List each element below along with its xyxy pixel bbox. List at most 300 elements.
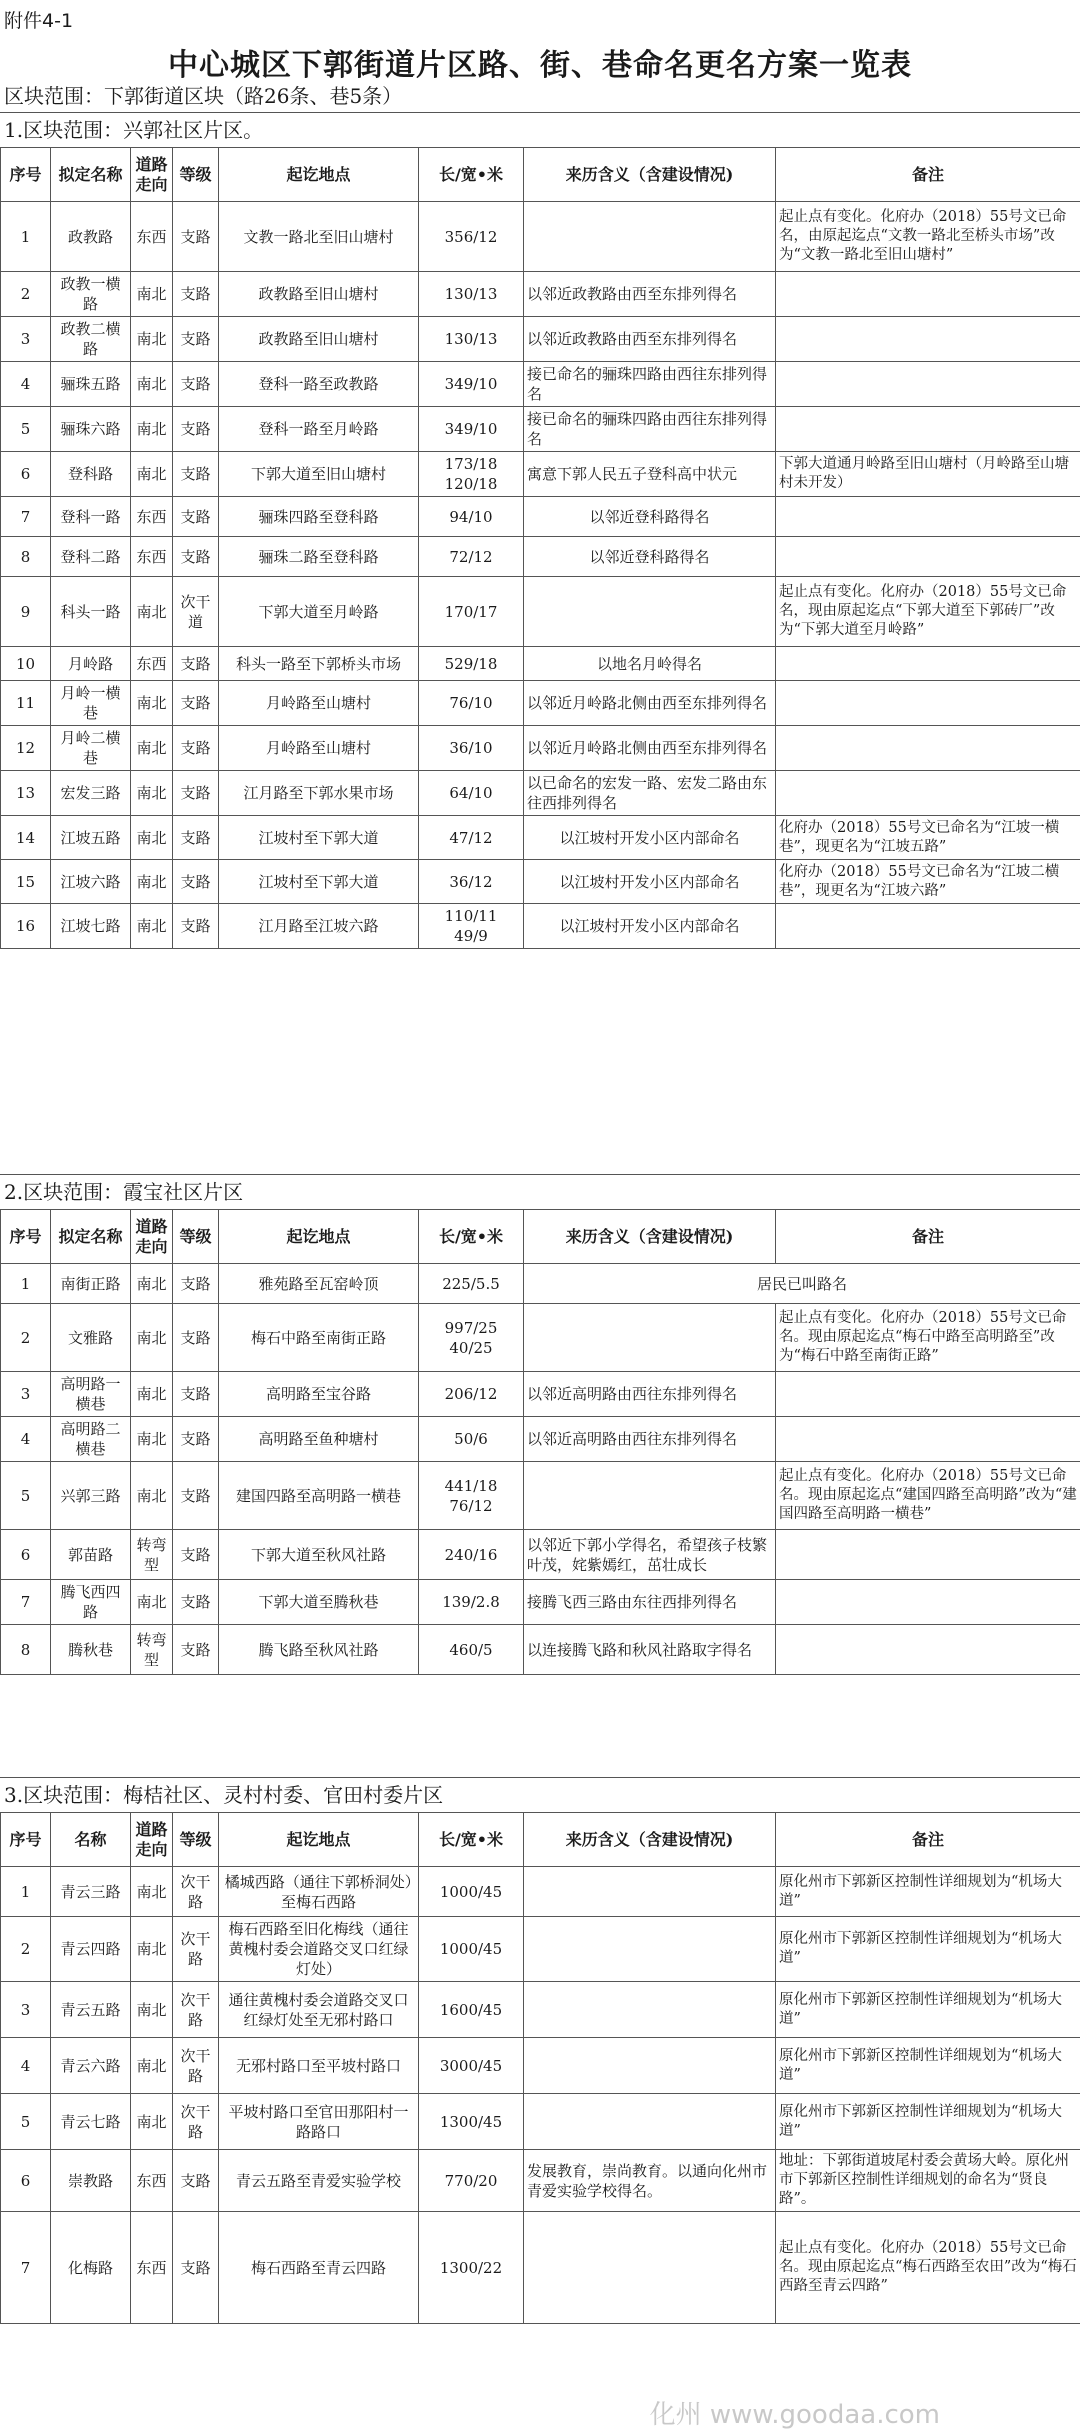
cell-length-width: 130/13 xyxy=(419,272,524,317)
cell-seq: 6 xyxy=(1,452,51,497)
section-title: 2.区块范围：霞宝社区片区 xyxy=(0,1174,1080,1209)
cell-origin xyxy=(524,1462,776,1530)
cell-direction: 南北 xyxy=(131,860,173,904)
cell-endpoints: 通往黄槐村委会道路交叉口红绿灯处至无邪村路口 xyxy=(219,1982,419,2038)
header-direction: 道路走向 xyxy=(131,148,173,202)
cell-length-width: 1600/45 xyxy=(419,1982,524,2038)
cell-seq: 3 xyxy=(1,1982,51,2038)
header-origin: 来历含义（含建设情况) xyxy=(524,148,776,202)
table-row xyxy=(1,577,1080,647)
cell-endpoints: 月岭路至山塘村 xyxy=(219,726,419,771)
cell-origin: 以已命名的宏发一路、宏发二路由东往西排列得名 xyxy=(524,771,776,816)
table-row xyxy=(1,1580,1080,1625)
cell-seq: 5 xyxy=(1,2094,51,2150)
cell-note xyxy=(776,681,1080,726)
table-row xyxy=(1,1372,1080,1417)
cell-length-width: 64/10 xyxy=(419,771,524,816)
cell-grade: 支路 xyxy=(173,317,219,362)
header-origin: 来历含义（含建设情况) xyxy=(524,1210,776,1264)
cell-seq: 10 xyxy=(1,647,51,681)
cell-note xyxy=(776,272,1080,317)
cell-endpoints: 梅石中路至南街正路 xyxy=(219,1304,419,1372)
header-grade: 等级 xyxy=(173,1813,219,1867)
cell-name: 政教路 xyxy=(51,202,131,272)
cell-length-width: 36/10 xyxy=(419,726,524,771)
cell-direction: 东西 xyxy=(131,2150,173,2212)
table-header-row xyxy=(1,1813,1080,1867)
cell-origin: 以邻近高明路由西往东排列得名 xyxy=(524,1372,776,1417)
cell-name: 青云四路 xyxy=(51,1917,131,1982)
cell-length-width: 356/12 xyxy=(419,202,524,272)
header-seq: 序号 xyxy=(1,148,51,202)
cell-endpoints: 文教一路北至旧山塘村 xyxy=(219,202,419,272)
cell-note: 起止点有变化。化府办（2018）55号文已命名，由原起迄点“文教一路北至桥头市场”改为“文教一路北至旧山塘村” xyxy=(776,202,1080,272)
cell-endpoints: 政教路至旧山塘村 xyxy=(219,317,419,362)
cell-origin: 居民已叫路名 xyxy=(524,1264,1080,1304)
cell-length-width: 1300/22 xyxy=(419,2212,524,2324)
cell-seq: 2 xyxy=(1,1917,51,1982)
cell-grade: 支路 xyxy=(173,904,219,949)
cell-note: 起止点有变化。化府办（2018）55号文已命名。现由原起迄点“梅石西路至农田”改为“梅石西路至青云四路” xyxy=(776,2212,1080,2324)
cell-endpoints: 高明路至宝谷路 xyxy=(219,1372,419,1417)
cell-name: 江坡五路 xyxy=(51,816,131,860)
cell-name: 政教二横路 xyxy=(51,317,131,362)
table-row xyxy=(1,362,1080,407)
table-row xyxy=(1,771,1080,816)
cell-length-width: 1000/45 xyxy=(419,1867,524,1917)
cell-endpoints: 下郭大道至秋风社路 xyxy=(219,1530,419,1580)
header-endpoints: 起讫地点 xyxy=(219,1813,419,1867)
cell-grade: 支路 xyxy=(173,362,219,407)
cell-grade: 支路 xyxy=(173,771,219,816)
cell-direction: 南北 xyxy=(131,1304,173,1372)
cell-seq: 3 xyxy=(1,317,51,362)
cell-origin: 接已命名的骊珠四路由西往东排列得名 xyxy=(524,407,776,452)
cell-grade: 次干路 xyxy=(173,1982,219,2038)
cell-note: 起止点有变化。化府办（2018）55号文已命名。现由原起迄点“梅石中路至高明路至”改为“梅石中路至南街正路” xyxy=(776,1304,1080,1372)
header-name: 拟定名称 xyxy=(51,1210,131,1264)
cell-seq: 4 xyxy=(1,362,51,407)
cell-name: 江坡七路 xyxy=(51,904,131,949)
cell-direction: 南北 xyxy=(131,2038,173,2094)
table-row xyxy=(1,2212,1080,2324)
cell-length-width: 139/2.8 xyxy=(419,1580,524,1625)
cell-note: 原化州市下郭新区控制性详细规划为“机场大道” xyxy=(776,2038,1080,2094)
cell-grade: 支路 xyxy=(173,537,219,577)
cell-length-width: 529/18 xyxy=(419,647,524,681)
table-row xyxy=(1,681,1080,726)
cell-length-width: 72/12 xyxy=(419,537,524,577)
cell-note xyxy=(776,904,1080,949)
table-row xyxy=(1,272,1080,317)
cell-endpoints: 月岭路至山塘村 xyxy=(219,681,419,726)
cell-seq: 4 xyxy=(1,1417,51,1462)
cell-grade: 支路 xyxy=(173,202,219,272)
cell-name: 崇教路 xyxy=(51,2150,131,2212)
table-row xyxy=(1,2094,1080,2150)
cell-grade: 支路 xyxy=(173,452,219,497)
cell-endpoints: 登科一路至政教路 xyxy=(219,362,419,407)
header-direction: 道路走向 xyxy=(131,1813,173,1867)
section-title: 3.区块范围：梅桔社区、灵村村委、官田村委片区 xyxy=(0,1777,1080,1812)
cell-seq: 4 xyxy=(1,2038,51,2094)
cell-note: 原化州市下郭新区控制性详细规划为“机场大道” xyxy=(776,1917,1080,1982)
cell-length-width: 997/25 40/25 xyxy=(419,1304,524,1372)
cell-direction: 南北 xyxy=(131,816,173,860)
cell-seq: 14 xyxy=(1,816,51,860)
cell-endpoints: 下郭大道至月岭路 xyxy=(219,577,419,647)
cell-origin xyxy=(524,577,776,647)
cell-length-width: 349/10 xyxy=(419,362,524,407)
cell-name: 青云六路 xyxy=(51,2038,131,2094)
cell-name: 青云五路 xyxy=(51,1982,131,2038)
cell-name: 政教一横路 xyxy=(51,272,131,317)
cell-grade: 支路 xyxy=(173,1304,219,1372)
cell-direction: 东西 xyxy=(131,497,173,537)
header-name: 名称 xyxy=(51,1813,131,1867)
cell-seq: 2 xyxy=(1,1304,51,1372)
table-row xyxy=(1,452,1080,497)
cell-endpoints: 橘城西路（通往下郭桥洞处）至梅石西路 xyxy=(219,1867,419,1917)
cell-length-width: 94/10 xyxy=(419,497,524,537)
cell-name: 腾飞西四路 xyxy=(51,1580,131,1625)
cell-name: 腾秋巷 xyxy=(51,1625,131,1675)
table-row xyxy=(1,647,1080,681)
cell-name: 郭苗路 xyxy=(51,1530,131,1580)
cell-origin: 发展教育，崇尚教育。以通向化州市青爱实验学校得名。 xyxy=(524,2150,776,2212)
cell-grade: 支路 xyxy=(173,407,219,452)
cell-seq: 6 xyxy=(1,1530,51,1580)
cell-seq: 8 xyxy=(1,537,51,577)
cell-length-width: 173/18 120/18 xyxy=(419,452,524,497)
cell-origin xyxy=(524,202,776,272)
cell-endpoints: 江坡村至下郭大道 xyxy=(219,860,419,904)
cell-direction: 转弯型 xyxy=(131,1625,173,1675)
cell-origin: 以邻近下郭小学得名，希望孩子枝繁叶茂，姹紫嫣红，茁壮成长 xyxy=(524,1530,776,1580)
naming-table xyxy=(0,147,1080,949)
block-range: 区块范围：下郭街道区块（路26条、巷5条） xyxy=(4,84,403,108)
header-seq: 序号 xyxy=(1,1210,51,1264)
cell-note xyxy=(776,1580,1080,1625)
section-xiabao xyxy=(0,1174,1080,1675)
cell-endpoints: 腾飞路至秋风社路 xyxy=(219,1625,419,1675)
table-row xyxy=(1,1917,1080,1982)
cell-note xyxy=(776,1625,1080,1675)
table-header-row xyxy=(1,148,1080,202)
cell-seq: 13 xyxy=(1,771,51,816)
table-row xyxy=(1,1462,1080,1530)
cell-direction: 南北 xyxy=(131,1372,173,1417)
cell-note: 原化州市下郭新区控制性详细规划为“机场大道” xyxy=(776,2094,1080,2150)
cell-endpoints: 雅苑路至瓦窑岭顶 xyxy=(219,1264,419,1304)
cell-seq: 11 xyxy=(1,681,51,726)
cell-direction: 南北 xyxy=(131,771,173,816)
table-row xyxy=(1,2038,1080,2094)
cell-note: 化府办（2018）55号文已命名为“江坡一横巷”，现更名为“江坡五路” xyxy=(776,816,1080,860)
cell-note xyxy=(776,1417,1080,1462)
table-row xyxy=(1,1982,1080,2038)
table-row xyxy=(1,1530,1080,1580)
cell-endpoints: 平坡村路口至官田那阳村一路路口 xyxy=(219,2094,419,2150)
cell-seq: 5 xyxy=(1,1462,51,1530)
cell-grade: 次干道 xyxy=(173,577,219,647)
cell-grade: 次干路 xyxy=(173,1917,219,1982)
cell-origin xyxy=(524,1304,776,1372)
cell-grade: 支路 xyxy=(173,816,219,860)
cell-grade: 支路 xyxy=(173,1580,219,1625)
cell-direction: 南北 xyxy=(131,1867,173,1917)
cell-direction: 南北 xyxy=(131,272,173,317)
table-row xyxy=(1,1867,1080,1917)
cell-length-width: 206/12 xyxy=(419,1372,524,1417)
header-length-width: 长/宽•米 xyxy=(419,1210,524,1264)
cell-direction: 南北 xyxy=(131,407,173,452)
cell-grade: 支路 xyxy=(173,860,219,904)
cell-origin: 以邻近高明路由西往东排列得名 xyxy=(524,1417,776,1462)
cell-endpoints: 骊珠二路至登科路 xyxy=(219,537,419,577)
cell-note: 地址：下郭街道坡尾村委会黄场大岭。原化州市下郭新区控制性详细规划的命名为“贤良路”。 xyxy=(776,2150,1080,2212)
cell-endpoints: 青云五路至青爱实验学校 xyxy=(219,2150,419,2212)
table-row xyxy=(1,860,1080,904)
cell-name: 文雅路 xyxy=(51,1304,131,1372)
cell-direction: 南北 xyxy=(131,1417,173,1462)
header-note: 备注 xyxy=(776,1813,1080,1867)
cell-direction: 南北 xyxy=(131,1462,173,1530)
cell-grade: 支路 xyxy=(173,681,219,726)
cell-note xyxy=(776,647,1080,681)
cell-length-width: 76/10 xyxy=(419,681,524,726)
cell-name: 南街正路 xyxy=(51,1264,131,1304)
cell-name: 青云七路 xyxy=(51,2094,131,2150)
cell-grade: 次干路 xyxy=(173,2038,219,2094)
cell-endpoints: 骊珠四路至登科路 xyxy=(219,497,419,537)
cell-endpoints: 登科一路至月岭路 xyxy=(219,407,419,452)
cell-note xyxy=(776,1372,1080,1417)
table-row xyxy=(1,1417,1080,1462)
cell-note xyxy=(776,771,1080,816)
cell-length-width: 36/12 xyxy=(419,860,524,904)
cell-name: 江坡六路 xyxy=(51,860,131,904)
cell-name: 月岭路 xyxy=(51,647,131,681)
cell-endpoints: 下郭大道至旧山塘村 xyxy=(219,452,419,497)
header-note: 备注 xyxy=(776,148,1080,202)
cell-length-width: 225/5.5 xyxy=(419,1264,524,1304)
cell-origin: 以连接腾飞路和秋风社路取字得名 xyxy=(524,1625,776,1675)
cell-name: 化梅路 xyxy=(51,2212,131,2324)
cell-seq: 12 xyxy=(1,726,51,771)
section-xingguo xyxy=(0,112,1080,949)
cell-length-width: 441/18 76/12 xyxy=(419,1462,524,1530)
table-row xyxy=(1,904,1080,949)
cell-note: 下郭大道通月岭路至旧山塘村（月岭路至山塘村未开发） xyxy=(776,452,1080,497)
cell-direction: 南北 xyxy=(131,2094,173,2150)
cell-endpoints: 下郭大道至腾秋巷 xyxy=(219,1580,419,1625)
cell-length-width: 1300/45 xyxy=(419,2094,524,2150)
cell-grade: 次干路 xyxy=(173,2094,219,2150)
cell-origin: 以邻近登科路得名 xyxy=(524,497,776,537)
cell-direction: 南北 xyxy=(131,681,173,726)
cell-note: 起止点有变化。化府办（2018）55号文已命名。现由原起迄点“建国四路至高明路”改为“建国四路至高明路一横巷” xyxy=(776,1462,1080,1530)
cell-origin xyxy=(524,1982,776,2038)
cell-origin: 以邻近登科路得名 xyxy=(524,537,776,577)
cell-name: 登科一路 xyxy=(51,497,131,537)
table-row xyxy=(1,202,1080,272)
cell-name: 骊珠五路 xyxy=(51,362,131,407)
cell-origin: 接腾飞西三路由东往西排列得名 xyxy=(524,1580,776,1625)
table-row xyxy=(1,1625,1080,1675)
cell-seq: 8 xyxy=(1,1625,51,1675)
cell-direction: 南北 xyxy=(131,726,173,771)
table-row xyxy=(1,537,1080,577)
cell-seq: 7 xyxy=(1,2212,51,2324)
header-endpoints: 起讫地点 xyxy=(219,148,419,202)
table-row xyxy=(1,407,1080,452)
cell-seq: 16 xyxy=(1,904,51,949)
cell-origin: 以江坡村开发小区内部命名 xyxy=(524,816,776,860)
cell-grade: 支路 xyxy=(173,1530,219,1580)
watermark: 化州 www.goodaa.com xyxy=(649,2400,940,2430)
cell-origin: 以邻近政教路由西至东排列得名 xyxy=(524,272,776,317)
cell-origin: 以江坡村开发小区内部命名 xyxy=(524,904,776,949)
cell-endpoints: 建国四路至高明路一横巷 xyxy=(219,1462,419,1530)
cell-endpoints: 梅石西路至旧化梅线（通往黄槐村委会道路交叉口红绿灯处） xyxy=(219,1917,419,1982)
table-row xyxy=(1,497,1080,537)
cell-note xyxy=(776,317,1080,362)
cell-direction: 东西 xyxy=(131,2212,173,2324)
cell-endpoints: 江月路至江坡六路 xyxy=(219,904,419,949)
cell-origin xyxy=(524,1917,776,1982)
cell-length-width: 130/13 xyxy=(419,317,524,362)
cell-origin: 寓意下郭人民五子登科高中状元 xyxy=(524,452,776,497)
header-endpoints: 起讫地点 xyxy=(219,1210,419,1264)
table-row xyxy=(1,1304,1080,1372)
cell-name: 登科二路 xyxy=(51,537,131,577)
cell-origin xyxy=(524,2038,776,2094)
header-grade: 等级 xyxy=(173,1210,219,1264)
cell-seq: 7 xyxy=(1,1580,51,1625)
cell-grade: 支路 xyxy=(173,1462,219,1530)
cell-grade: 支路 xyxy=(173,1417,219,1462)
page-title: 中心城区下郭街道片区路、街、巷命名更名方案一览表 xyxy=(168,48,912,83)
cell-name: 骊珠六路 xyxy=(51,407,131,452)
header-direction: 道路走向 xyxy=(131,1210,173,1264)
cell-note: 原化州市下郭新区控制性详细规划为“机场大道” xyxy=(776,1867,1080,1917)
cell-note: 原化州市下郭新区控制性详细规划为“机场大道” xyxy=(776,1982,1080,2038)
cell-note: 起止点有变化。化府办（2018）55号文已命名，现由原起迄点“下郭大道至下郭砖厂”改为“下郭大道至月岭路” xyxy=(776,577,1080,647)
header-length-width: 长/宽•米 xyxy=(419,1813,524,1867)
cell-seq: 1 xyxy=(1,202,51,272)
table-row xyxy=(1,726,1080,771)
cell-length-width: 460/5 xyxy=(419,1625,524,1675)
cell-direction: 东西 xyxy=(131,647,173,681)
cell-length-width: 47/12 xyxy=(419,816,524,860)
cell-note xyxy=(776,726,1080,771)
cell-direction: 南北 xyxy=(131,904,173,949)
cell-name: 青云三路 xyxy=(51,1867,131,1917)
cell-endpoints: 江坡村至下郭大道 xyxy=(219,816,419,860)
cell-grade: 支路 xyxy=(173,272,219,317)
section-meiju xyxy=(0,1777,1080,2324)
cell-grade: 支路 xyxy=(173,647,219,681)
cell-grade: 支路 xyxy=(173,2150,219,2212)
cell-origin: 以邻近月岭路北侧由西至东排列得名 xyxy=(524,681,776,726)
table-header-row xyxy=(1,1210,1080,1264)
cell-origin xyxy=(524,1867,776,1917)
cell-direction: 南北 xyxy=(131,1982,173,2038)
cell-note xyxy=(776,537,1080,577)
cell-direction: 南北 xyxy=(131,577,173,647)
table-row xyxy=(1,816,1080,860)
cell-seq: 3 xyxy=(1,1372,51,1417)
header-grade: 等级 xyxy=(173,148,219,202)
cell-origin: 以江坡村开发小区内部命名 xyxy=(524,860,776,904)
cell-grade: 支路 xyxy=(173,726,219,771)
cell-endpoints: 无邪村路口至平坡村路口 xyxy=(219,2038,419,2094)
cell-origin: 以邻近政教路由西至东排列得名 xyxy=(524,317,776,362)
cell-name: 兴郭三路 xyxy=(51,1462,131,1530)
header-name: 拟定名称 xyxy=(51,148,131,202)
cell-length-width: 240/16 xyxy=(419,1530,524,1580)
cell-seq: 15 xyxy=(1,860,51,904)
cell-note xyxy=(776,497,1080,537)
cell-direction: 南北 xyxy=(131,317,173,362)
table-row xyxy=(1,317,1080,362)
cell-grade: 支路 xyxy=(173,497,219,537)
cell-seq: 1 xyxy=(1,1264,51,1304)
cell-note xyxy=(776,362,1080,407)
cell-grade: 支路 xyxy=(173,1264,219,1304)
cell-length-width: 349/10 xyxy=(419,407,524,452)
cell-name: 登科路 xyxy=(51,452,131,497)
cell-direction: 南北 xyxy=(131,452,173,497)
cell-length-width: 50/6 xyxy=(419,1417,524,1462)
header-seq: 序号 xyxy=(1,1813,51,1867)
cell-direction: 南北 xyxy=(131,1580,173,1625)
section-title: 1.区块范围：兴郭社区片区。 xyxy=(0,112,1080,147)
cell-origin: 接已命名的骊珠四路由西往东排列得名 xyxy=(524,362,776,407)
cell-direction: 东西 xyxy=(131,537,173,577)
cell-length-width: 170/17 xyxy=(419,577,524,647)
cell-origin: 以地名月岭得名 xyxy=(524,647,776,681)
cell-seq: 1 xyxy=(1,1867,51,1917)
cell-grade: 支路 xyxy=(173,1372,219,1417)
cell-name: 月岭二横巷 xyxy=(51,726,131,771)
naming-table xyxy=(0,1812,1080,2324)
cell-length-width: 770/20 xyxy=(419,2150,524,2212)
cell-name: 科头一路 xyxy=(51,577,131,647)
cell-direction: 南北 xyxy=(131,1264,173,1304)
cell-length-width: 3000/45 xyxy=(419,2038,524,2094)
cell-direction: 转弯型 xyxy=(131,1530,173,1580)
cell-length-width: 1000/45 xyxy=(419,1917,524,1982)
cell-grade: 次干路 xyxy=(173,1867,219,1917)
cell-endpoints: 高明路至鱼种塘村 xyxy=(219,1417,419,1462)
cell-origin: 以邻近月岭路北侧由西至东排列得名 xyxy=(524,726,776,771)
cell-origin xyxy=(524,2212,776,2324)
cell-direction: 南北 xyxy=(131,362,173,407)
cell-name: 宏发三路 xyxy=(51,771,131,816)
cell-grade: 支路 xyxy=(173,2212,219,2324)
cell-seq: 2 xyxy=(1,272,51,317)
cell-direction: 南北 xyxy=(131,1917,173,1982)
table-row xyxy=(1,1264,1080,1304)
cell-endpoints: 科头一路至下郭桥头市场 xyxy=(219,647,419,681)
header-length-width: 长/宽•米 xyxy=(419,148,524,202)
cell-endpoints: 江月路至下郭水果市场 xyxy=(219,771,419,816)
cell-name: 月岭一横巷 xyxy=(51,681,131,726)
header-note: 备注 xyxy=(776,1210,1080,1264)
cell-name: 高明路一横巷 xyxy=(51,1372,131,1417)
